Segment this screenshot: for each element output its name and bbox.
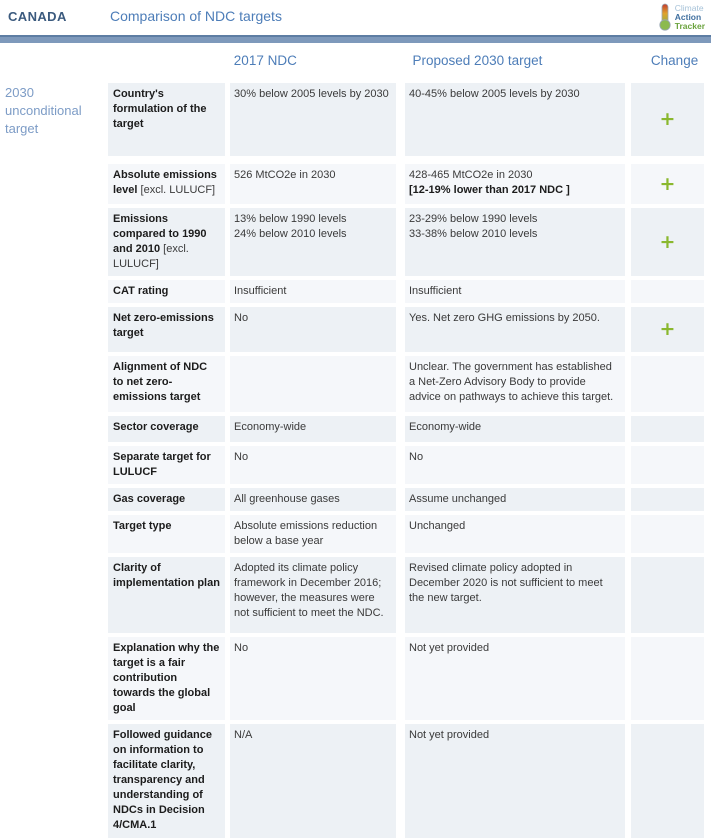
plus-icon: + [659, 172, 676, 195]
cell-line: 30% below 2005 levels by 2030 [234, 88, 389, 100]
cell-2017-ndc [230, 280, 396, 303]
cell-proposed-2030 [405, 446, 625, 484]
table-row [108, 724, 711, 838]
label-text-bold: Gas coverage [113, 493, 186, 505]
cell-line: 33-38% below 2010 levels [409, 228, 538, 240]
thermometer-icon [658, 3, 672, 31]
cell-change [631, 83, 704, 156]
label-text-bold: Followed guidance on information to facilitate clarity, transparency and understanding of NDCs in Decision 4/CMA.1 [113, 729, 213, 831]
cell-proposed-2030 [405, 557, 625, 633]
cell-change [631, 416, 704, 442]
logo-word-climate: Climate [674, 2, 704, 13]
cell-line: No [234, 451, 249, 463]
cell-line: No [234, 312, 249, 324]
cell-line: No [234, 642, 249, 654]
cell-line: Unchanged [409, 520, 466, 532]
label-text: [excl. LULUCF] [113, 243, 189, 270]
label-text-bold: CAT rating [113, 285, 169, 297]
cell-proposed-2030 [405, 280, 625, 303]
table-row [108, 356, 711, 412]
cell-change [631, 515, 704, 553]
cell-2017-ndc [230, 208, 396, 276]
table-row [108, 557, 711, 633]
cell-2017-ndc [230, 637, 396, 720]
cell-line: 40-45% below 2005 levels by 2030 [409, 88, 580, 100]
plus-icon: + [659, 108, 676, 130]
cell-2017-ndc [230, 356, 396, 412]
cell-2017-ndc [230, 724, 396, 838]
cell-2017-ndc [230, 488, 396, 511]
label-text-bold: Target type [113, 520, 172, 532]
cell-line: Unclear. The government has established a Net-Zero Advisory Body to provide advice on pathways to achieve this target. [409, 361, 614, 403]
cell-proposed-2030 [405, 488, 625, 511]
logo-wordmark [675, 4, 705, 31]
row-label-cell [108, 356, 225, 412]
cat-logo [658, 3, 705, 31]
row-label-cell [108, 307, 225, 352]
report-header [0, 0, 711, 35]
cell-line: Adopted its climate policy framework in December 2016; however, the measures were not sufficient to meet the NDC. [234, 562, 384, 619]
cell-2017-ndc [230, 83, 396, 156]
cell-line: Revised climate policy adopted in December 2020 is not sufficient to meet the new target. [409, 562, 603, 604]
table-row [108, 280, 711, 303]
label-text-bold: Clarity of implementation plan [113, 562, 220, 589]
cell-line: 526 MtCO2e in 2030 [234, 169, 336, 181]
column-header-2017-ndc: 2017 NDC [233, 53, 297, 68]
cell-2017-ndc [230, 557, 396, 633]
table-row [108, 637, 711, 720]
cell-proposed-2030 [405, 307, 625, 352]
cell-line: Yes. Net zero GHG emissions by 2050. [409, 312, 600, 324]
label-text-bold: Net zero-emissions target [113, 312, 214, 339]
row-label-cell [108, 83, 225, 156]
label-text-bold: Emissions compared to 1990 and 2010 [113, 213, 207, 255]
row-label-cell [108, 724, 225, 838]
label-text-bold: Sector coverage [113, 421, 199, 433]
cell-change [631, 280, 704, 303]
cell-line: 13% below 1990 levels [234, 213, 347, 225]
cell-line: 24% below 2010 levels [234, 228, 347, 240]
column-header-spacer [108, 53, 225, 68]
row-label-cell [108, 446, 225, 484]
cell-line: Assume unchanged [409, 493, 507, 505]
table-row [108, 446, 711, 484]
logo-word-tracker: Tracker [674, 20, 705, 31]
row-label-cell [108, 488, 225, 511]
cell-change [631, 307, 704, 352]
table-row [108, 416, 711, 442]
cell-line: Absolute emissions reduction below a base year [234, 520, 378, 547]
cell-2017-ndc [230, 515, 396, 553]
cell-proposed-2030 [405, 83, 625, 156]
table-row [108, 208, 711, 276]
cell-proposed-2030 [405, 208, 625, 276]
cell-2017-ndc [230, 446, 396, 484]
table-row [108, 515, 711, 553]
cell-proposed-2030 [405, 164, 625, 204]
row-label-cell [108, 637, 225, 720]
page-title: Comparison of NDC targets [110, 8, 282, 24]
row-label-cell [108, 557, 225, 633]
table-row [108, 307, 711, 352]
cell-change [631, 637, 704, 720]
cell-change [631, 557, 704, 633]
row-label-cell [108, 280, 225, 303]
table-row [108, 164, 711, 204]
cell-proposed-2030 [405, 637, 625, 720]
cell-proposed-2030 [405, 515, 625, 553]
cell-change [631, 164, 704, 204]
header-divider-bar [0, 35, 711, 43]
cell-2017-ndc [230, 164, 396, 204]
row-label-cell [108, 416, 225, 442]
cell-change [631, 356, 704, 412]
cell-proposed-2030 [405, 416, 625, 442]
cell-line: No [409, 451, 424, 463]
cell-change [631, 488, 704, 511]
row-label-cell [108, 208, 225, 276]
label-text-bold: Explanation why the target is a fair contribution towards the global goal [113, 642, 220, 714]
cell-line: Economy-wide [409, 421, 482, 433]
cell-change [631, 446, 704, 484]
cell-line: Insufficient [409, 285, 462, 297]
cell-line: 428-465 MtCO2e in 2030 [409, 169, 533, 181]
row-label-cell [108, 515, 225, 553]
row-label-cell [108, 164, 225, 204]
cell-2017-ndc [230, 416, 396, 442]
label-text-bold: Separate target for LULUCF [113, 451, 211, 478]
cell-line: 23-29% below 1990 levels [409, 213, 538, 225]
column-header-proposed-2030: Proposed 2030 target [412, 53, 543, 68]
cell-proposed-2030 [405, 724, 625, 838]
cell-proposed-2030 [405, 356, 625, 412]
plus-icon: + [659, 318, 676, 340]
cell-line: All greenhouse gases [234, 493, 340, 505]
column-header-change: Change [650, 53, 699, 68]
cell-line: Insufficient [234, 285, 287, 297]
cell-line: Not yet provided [409, 642, 490, 654]
cell-line: Not yet provided [409, 729, 490, 741]
cell-change [631, 208, 704, 276]
label-text-bold: Country's formulation of the target [113, 88, 207, 130]
side-label-2030-unconditional-target: 2030 unconditional target [5, 85, 82, 136]
table-row [108, 488, 711, 511]
cell-line: N/A [234, 729, 253, 741]
table-row [108, 83, 711, 156]
label-text-bold: Alignment of NDC to net zero-emissions target [113, 361, 208, 403]
plus-icon: + [659, 230, 676, 253]
logo-word-action: Action [674, 11, 702, 22]
column-headers [108, 53, 711, 68]
cell-2017-ndc [230, 307, 396, 352]
cell-line: Economy-wide [234, 421, 307, 433]
country-name: CANADA [8, 9, 67, 24]
label-text-bold: Absolute emissions level [113, 169, 217, 196]
cell-change [631, 724, 704, 838]
comparison-table [108, 83, 711, 838]
cell-line: [12-19% lower than 2017 NDC ] [409, 184, 570, 196]
label-text: [excl. LULUCF] [140, 184, 216, 196]
